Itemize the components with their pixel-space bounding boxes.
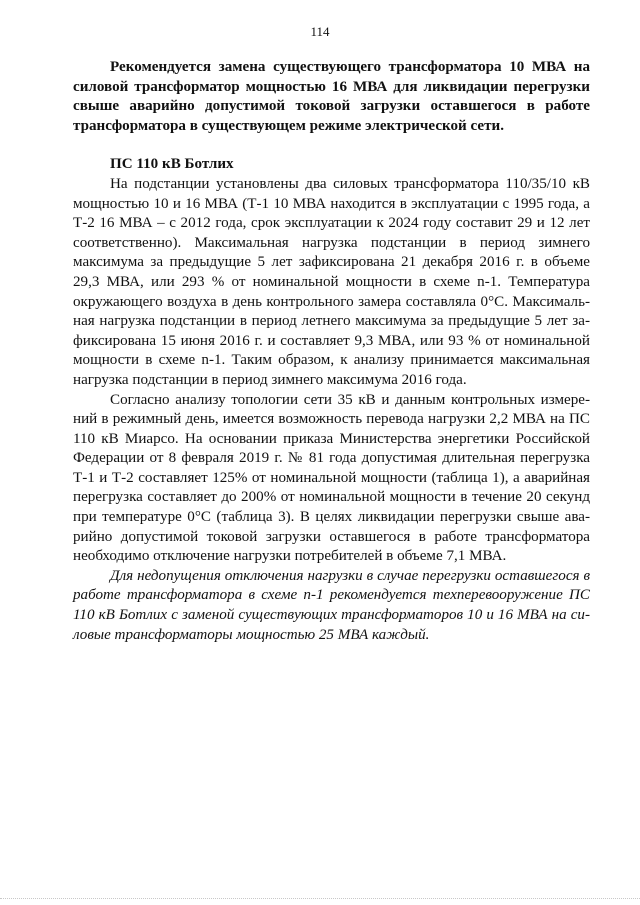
scan-edge-divider <box>0 898 640 900</box>
section-heading: ПС 110 кВ Ботлих <box>110 156 234 173</box>
body-paragraph: На подстанции установлены два силовых трансформатора 110/35/10 кВ мощностью 10 и 16 МВА (Т-1 10 МВА находится в эксплуатации с 1995 года, а Т-2 16 МВА – с 2012 года, срок эксплуатации к 2024 году составит 29 и 12 лет соответственно). Максимальная нагрузка подстанции в период зимнего максимума за предыдущие 5 лет зафиксирована 21 декабря 2016 г. в объеме 29,3 МВА, или 293 % от номинальной мощности в схеме n-1. Температура окружающего воздуха в день контрольного замера составляла 0°С. Максимальная нагрузка подстанции в период летнего максимума за предыдущие 5 лет зафиксирована 15 июня 2016 г. и составляет 9,3 МВА, или 93 % от номинальной мощности в схеме n-1. Таким образом, к анализу принимается максимальная нагрузка подстанции в период зимнего максимума 2016 года. <box>73 175 590 388</box>
conclusion-paragraph: Для недопущения отключения нагрузки в случае перегрузки оставшегося в работе трансформатора в схеме n-1 рекомендуется техперевооружение ПС 110 кВ Ботлих с заменой существующих трансформаторов 10 и 16 МВА на силовые трансформаторы мощностью 25 МВА каждый. <box>73 567 590 643</box>
page-number: 114 <box>310 24 330 39</box>
body-paragraph: Согласно анализу топологии сети 35 кВ и данным контрольных измерений в режимный день, имеется возможность перевода нагрузки 2,2 МВА на ПС 110 кВ Миарсо. На основании приказа Министерства энергетики Российской Федерации от 8 февраля 2019 г. № 81 года допустимая длительная перегрузка Т-1 и Т-2 составляет 125% от номинальной мощности (таблица 1), а аварийная перегрузка составляет до 200% от номинальной мощности в течение 20 секунд при температуре 0°С (таблица 3). В целях ликвидации перегрузки свыше аварийно допустимой токовой загрузки оставшегося в работе трансформатора необходимо отключение нагрузки потребителей в объеме 7,1 МВА. <box>73 391 590 565</box>
recommendation-paragraph: Рекомендуется замена существующего трансформатора 10 МВА на силовой трансформатор мощностью 16 МВА для ликвидации перегрузки свыше аварийно допустимой токовой загрузки оставшегося в работе трансформатора в существующем режиме электрической сети. <box>73 59 590 134</box>
page-content <box>73 58 590 645</box>
